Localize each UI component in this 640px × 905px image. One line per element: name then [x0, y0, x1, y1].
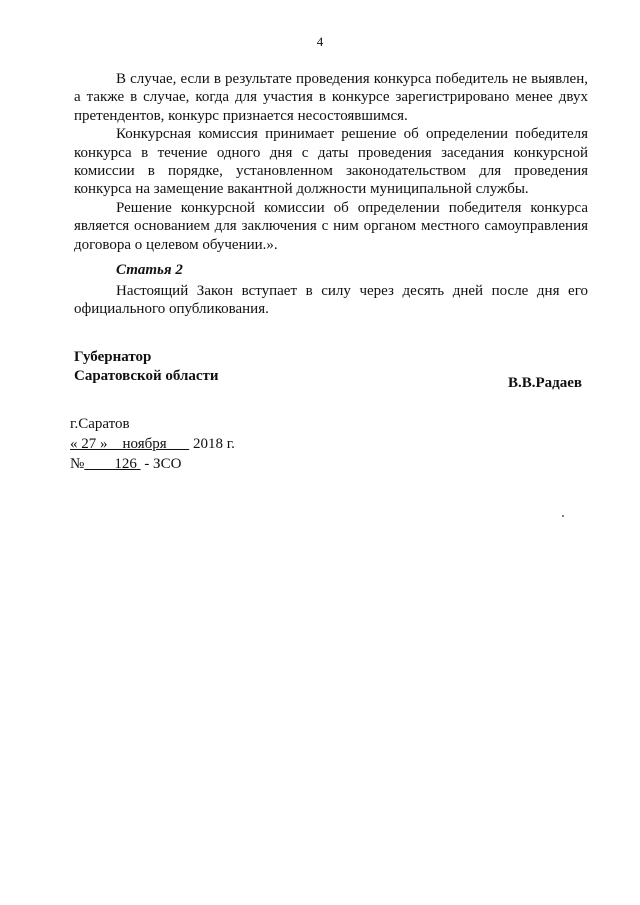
city: г.Саратов: [70, 416, 130, 432]
signatory-name: В.В.Радаев: [507, 375, 582, 391]
article-text: Настоящий Закон вступает в силу через десять дней после дня его официального опубликования.: [74, 283, 588, 318]
number-value: 126: [84, 456, 141, 472]
page-number: 4: [316, 34, 324, 49]
signatory-title-line2: Саратовской области: [74, 368, 219, 384]
date-month: ноября: [107, 436, 190, 452]
number-line: [70, 456, 181, 473]
article-heading: Статья 2: [116, 262, 183, 278]
article-text-block: [74, 282, 588, 319]
number-suffix: - ЗСО: [140, 456, 182, 472]
signatory-title: [74, 348, 219, 386]
date-line: [70, 436, 235, 453]
number-sign: №: [70, 456, 85, 472]
paragraph-contest-failed: В случае, если в результате проведения конкурса победитель не выявлен, а также в случае, когда для участия в конкурсе зарегистрировано менее двух претендентов, конкурс признается несостоявшимся.: [74, 71, 588, 124]
date-year: 2018 г.: [189, 436, 235, 452]
law-text-body: [74, 70, 588, 254]
paragraph-decision-basis: Решение конкурсной комиссии об определении победителя конкурса является основанием для заключения с ним органом местного самоуправления договора о целевом обучении.».: [74, 199, 588, 253]
date-open-quote: «: [70, 436, 78, 452]
date-close-quote: »: [100, 436, 108, 452]
paragraph-commission-decision: Конкурсная комиссия принимает решение об определении победителя конкурса в течение одного дня с даты проведения заседания конкурсной комиссии в порядке, установленном законодательством для проведения конкурса на замещение вакантной должности муниципальной службы.: [74, 126, 588, 198]
signatory-title-line1: Губернатор: [74, 349, 152, 365]
scan-speck: [562, 515, 564, 517]
date-day: 27: [77, 436, 100, 452]
